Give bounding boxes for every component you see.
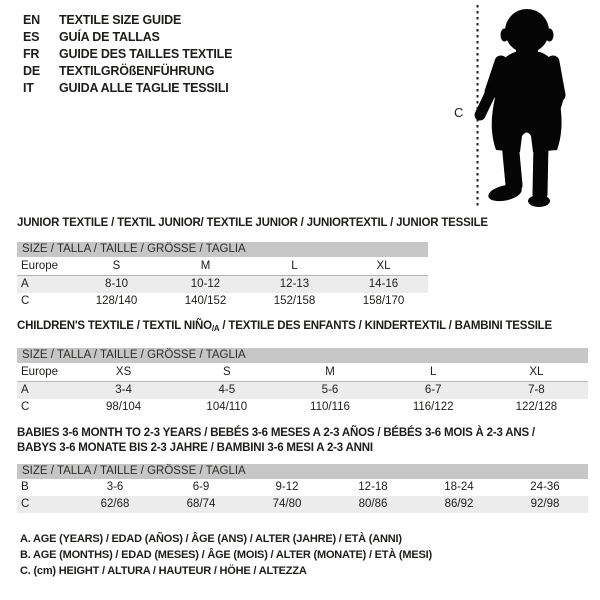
cell: 80/86 [358,498,388,510]
cell: 6-9 [192,481,210,493]
cell: 140/152 [184,294,227,307]
cell: 7-8 [528,384,545,396]
cell: 10-12 [190,278,221,290]
table-row [17,293,428,310]
column-header: S [112,260,121,272]
column-header: XS [115,366,132,378]
lang-code: DE [23,64,40,78]
table-row [17,496,588,513]
column-header: XL [529,366,544,378]
cell: 122/128 [515,400,558,413]
footnote-a: A. AGE (YEARS) / EDAD (AÑOS) / ÂGE (ANS) / ALTER (JAHRE) / ETÀ (ANNI) [20,533,402,545]
row-label: A [21,384,29,396]
cell: 92/98 [530,498,560,510]
cell: 5-6 [321,384,339,396]
lang-row-en [23,12,232,29]
cell: 86/92 [444,498,474,510]
lang-title: GUIDE DES TAILLES TEXTILE [59,47,233,61]
cell: 128/140 [95,294,138,307]
cell: 14-16 [368,278,399,290]
table-row [17,382,588,399]
column-header: XL [376,260,391,272]
column-header: M [200,260,211,272]
junior-table-title: JUNIOR TEXTILE / TEXTIL JUNIOR/ TEXTILE JUNIOR / JUNIORTEXTIL / JUNIOR TESSILE [17,217,488,229]
table-row [17,363,588,382]
language-header [23,12,232,97]
baby-silhouette-icon [468,2,600,214]
children-table [17,348,588,415]
cell: 104/110 [206,400,248,413]
cell: 158/170 [362,294,405,307]
row-label: C [21,294,30,307]
lang-code: EN [23,13,40,27]
footnote-c: C. (cm) HEIGHT / ALTURA / HAUTEUR / HÖHE / ALTEZZA [20,565,307,577]
cell: 62/68 [100,498,130,510]
lang-code: ES [23,30,40,44]
footnote-b: B. AGE (MONTHS) / EDAD (MESES) / ÂGE (MOIS) / ALTER (MONATE) / ETÀ (MESI) [20,549,432,561]
row-label: A [21,278,29,290]
column-header: L [429,366,437,378]
babies-table-title [17,426,535,456]
lang-row-es [23,29,232,46]
row-label: C [21,498,30,510]
junior-table [17,242,428,309]
cell: 24-36 [530,481,560,493]
cell: 9-12 [275,481,299,493]
footnotes [20,531,432,579]
lang-code: IT [23,81,34,95]
size-header-bar: SIZE / TALLA / TAILLE / GRÖSSE / TAGLIA [17,348,588,363]
cell: 98/104 [106,400,142,413]
cell: 12-18 [358,481,388,493]
table-row [17,276,428,293]
lang-row-it [23,80,232,97]
children-title-part1: CHILDREN'S TEXTILE / TEXTIL NIÑO [17,320,212,332]
lang-title: TEXTILGRÖßENFÜHRUNG [59,64,215,78]
column-header: S [222,366,231,378]
cell: 12-13 [279,278,310,290]
cell: 18-24 [444,481,474,493]
lang-row-de [23,63,232,80]
size-header-bar: SIZE / TALLA / TAILLE / GRÖSSE / TAGLIA [17,242,428,257]
lang-row-fr [23,46,232,63]
row-label: B [21,481,29,493]
table-row [17,257,428,276]
babies-table [17,464,588,513]
cell: 8-10 [104,278,129,290]
size-header-bar: SIZE / TALLA / TAILLE / GRÖSSE / TAGLIA [17,464,588,479]
babies-title-line2: BABYS 3-6 MONATE BIS 2-3 JAHRE / BAMBINI 3-6 MESI A 2-3 ANNI [17,442,373,454]
row-label: C [21,400,30,413]
cell: 116/122 [412,400,454,413]
table-row [17,399,588,416]
babies-title-line1: BABIES 3-6 MONTH TO 2-3 YEARS / BEBÉS 3-6 MESES A 2-3 AÑOS / BÉBÉS 3-6 MOIS À 2-3 ANS / [17,427,535,439]
cell: 74/80 [272,498,302,510]
cell: 152/158 [273,294,316,307]
children-table-title [17,319,552,336]
lang-title: GUIDA ALLE TAGLIE TESSILI [59,81,229,95]
region-label: Europe [21,260,59,272]
table-row [17,479,588,496]
cell: 4-5 [218,384,236,396]
cell: 6-7 [424,384,442,396]
column-header: M [325,366,335,378]
column-header: L [291,260,298,272]
lang-title: TEXTILE SIZE GUIDE [59,13,182,27]
lang-code: FR [23,47,40,61]
children-title-subscript: /A [211,324,220,333]
lang-title: GUÍA DE TALLAS [59,30,160,44]
cell: 3-4 [115,384,132,396]
children-title-part2: / TEXTILE DES ENFANTS / KINDERTEXTIL / BAMBINI TESSILE [219,320,552,332]
region-label: Europe [21,366,59,378]
height-label-c: C [454,105,464,120]
cell: 68/74 [186,498,216,510]
cell: 110/116 [310,400,350,413]
cell: 3-6 [106,481,124,493]
